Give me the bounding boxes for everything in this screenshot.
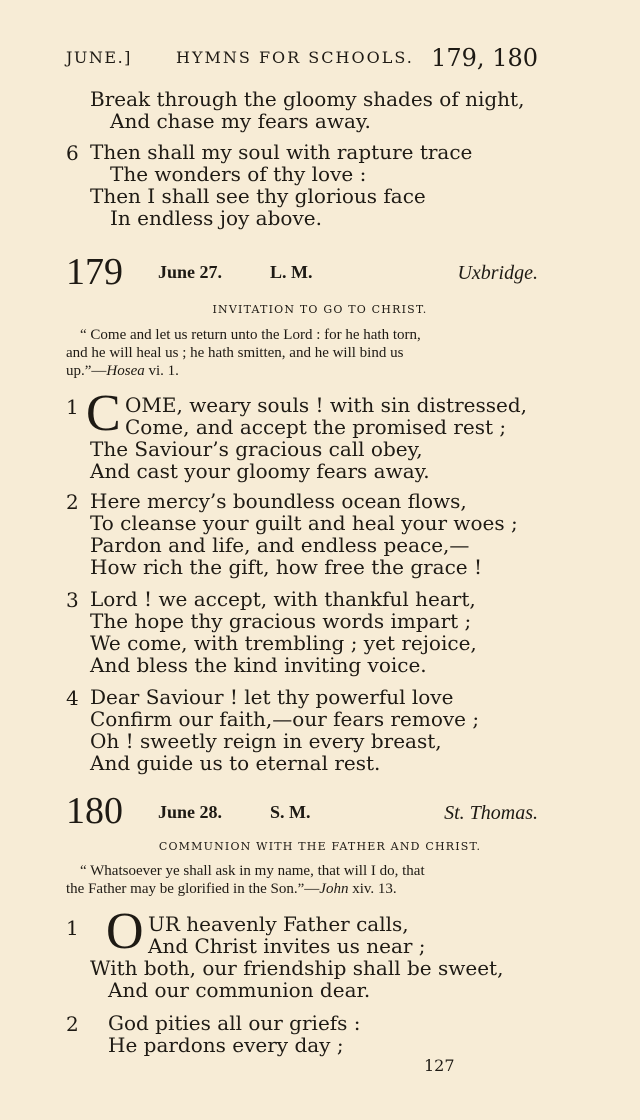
epigraph-text: up.”— (66, 363, 107, 379)
epigraph-ref-chapter: xiv. 13. (348, 881, 397, 897)
header-hymn-numbers: 179, 180 (431, 44, 538, 72)
verse-line: Pardon and life, and endless peace,— (90, 533, 470, 557)
epigraph-text: the Father may be glorified in the Son.”— (66, 881, 320, 897)
verse-number: 1 (66, 395, 79, 419)
hymn-tune: St. Thomas. (444, 802, 538, 824)
verse-line: He pardons every day ; (108, 1033, 344, 1057)
verse-line: And our communion dear. (108, 978, 371, 1002)
verse-line: Come, and accept the promised rest ; (125, 415, 507, 439)
verse-line: And Christ invites us near ; (148, 934, 426, 958)
verse-number: 2 (66, 1012, 79, 1036)
drop-cap: O (106, 903, 144, 960)
epigraph-ref-book: Hosea (106, 363, 145, 379)
verse-line: OME, weary souls ! with sin distressed, (125, 393, 527, 417)
verse-line: We come, with trembling ; yet rejoice, (90, 631, 477, 655)
epigraph-ref-book: John (319, 881, 349, 897)
hymn-number: 180 (66, 790, 123, 832)
prev-hymn-line: And chase my fears away. (110, 109, 371, 133)
verse-line: Oh ! sweetly reign in every breast, (90, 729, 442, 753)
verse-line: Then I shall see thy glorious face (90, 184, 426, 208)
verse-line: And guide us to eternal rest. (90, 751, 381, 775)
verse-line: And bless the kind inviting voice. (90, 653, 427, 677)
verse-line: Then shall my soul with rapture trace (90, 140, 473, 164)
verse-line: Here mercy’s boundless ocean flows, (90, 489, 467, 513)
verse-line: How rich the gift, how free the grace ! (90, 555, 483, 579)
drop-cap: C (86, 385, 121, 442)
verse-line: God pities all our griefs : (108, 1011, 361, 1035)
header-title: HYMNS FOR SCHOOLS. (176, 48, 414, 67)
hymn-number: 179 (66, 251, 123, 293)
verse-line: Confirm our faith,—our fears remove ; (90, 707, 480, 731)
verse-line: The hope thy gracious words impart ; (90, 609, 472, 633)
hymn-tune: Uxbridge. (457, 262, 538, 284)
verse-line: The wonders of thy love : (110, 162, 367, 186)
verse-line: Lord ! we accept, with thankful heart, (90, 587, 476, 611)
verse-line: And cast your gloomy fears away. (90, 459, 430, 483)
hymn-title: COMMUNION WITH THE FATHER AND CHRIST. (158, 840, 482, 853)
verse-line: The Saviour’s gracious call obey, (90, 437, 423, 461)
epigraph-line (66, 880, 397, 898)
running-header (66, 44, 538, 74)
epigraph-line (66, 362, 179, 380)
verse-line: To cleanse your guilt and heal your woes ; (90, 511, 518, 535)
verse-number: 6 (66, 141, 79, 165)
hymn-meter: L. M. (270, 262, 313, 282)
verse-line: In endless joy above. (110, 206, 322, 230)
verse-line: UR heavenly Father calls, (148, 912, 409, 936)
epigraph-line: and he will heal us ; he hath smitten, and he will bind us (66, 345, 404, 361)
hymn-date: June 27. (158, 262, 223, 282)
epigraph-line: “ Whatsoever ye shall ask in my name, that will I do, that (80, 863, 425, 879)
epigraph-line: “ Come and let us return unto the Lord : for he hath torn, (80, 327, 421, 343)
verse-line: Dear Saviour ! let thy powerful love (90, 685, 454, 709)
verse-number: 2 (66, 490, 79, 514)
prev-hymn-line: Break through the gloomy shades of night, (90, 87, 525, 111)
verse-line: With both, our friendship shall be sweet, (90, 956, 504, 980)
header-section: JUNE.] (66, 48, 132, 67)
hymn-title: INVITATION TO GO TO CHRIST. (212, 303, 428, 316)
page-number: 127 (424, 1056, 455, 1075)
hymn-date: June 28. (158, 802, 223, 822)
epigraph-ref-chapter: vi. 1. (144, 363, 179, 379)
verse-number: 4 (66, 686, 79, 710)
verse-number: 1 (66, 916, 79, 940)
verse-number: 3 (66, 588, 79, 612)
hymn-meter: S. M. (270, 802, 311, 822)
